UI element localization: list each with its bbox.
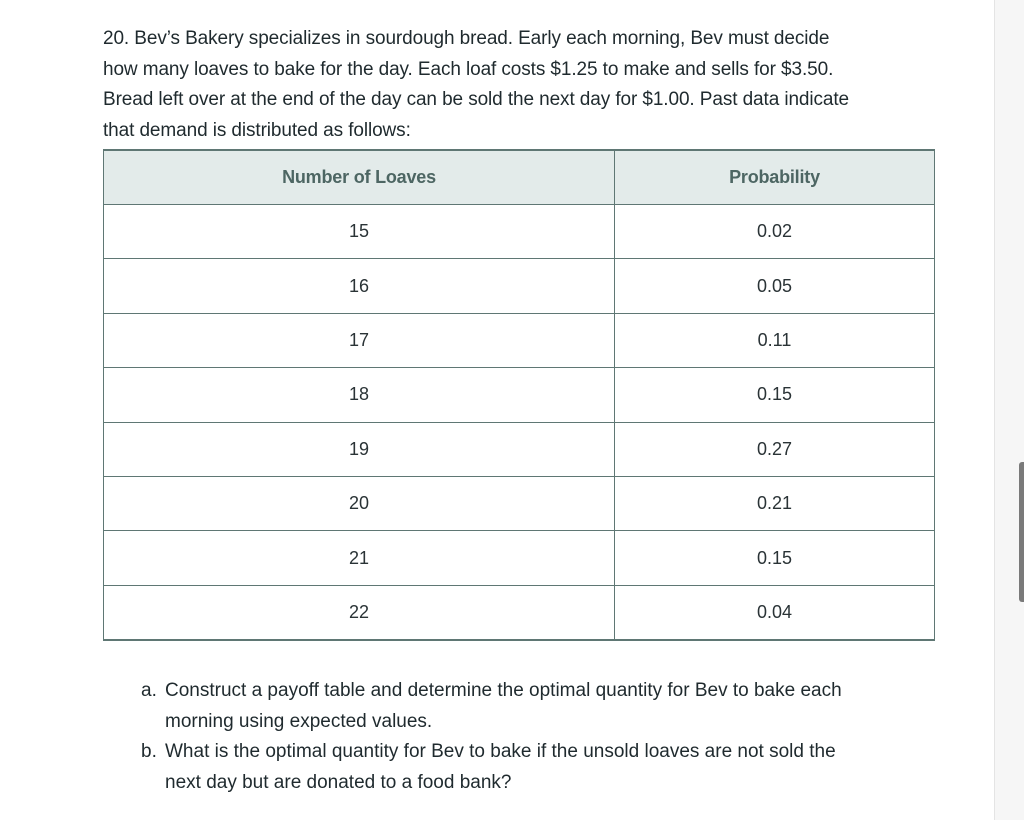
problem-content bbox=[103, 24, 943, 793]
scrollbar-thumb[interactable] bbox=[1019, 462, 1024, 602]
table-row bbox=[104, 205, 935, 259]
probability-cell: 0.02 bbox=[615, 205, 935, 259]
loaves-cell: 17 bbox=[104, 313, 615, 367]
probability-cell: 0.05 bbox=[615, 259, 935, 313]
table-row bbox=[104, 422, 935, 476]
question-b bbox=[141, 737, 931, 798]
loaves-cell: 18 bbox=[104, 368, 615, 422]
demand-distribution-table bbox=[103, 149, 935, 641]
table-row bbox=[104, 368, 935, 422]
loaves-cell: 21 bbox=[104, 531, 615, 585]
problem-statement bbox=[103, 24, 943, 147]
problem-line: that demand is distributed as follows: bbox=[103, 120, 411, 142]
question-marker: a. bbox=[141, 680, 157, 701]
probability-cell: 0.04 bbox=[615, 585, 935, 640]
header-probability: Probability bbox=[615, 150, 935, 205]
probability-cell: 0.15 bbox=[615, 368, 935, 422]
table-row bbox=[104, 313, 935, 367]
question-line: Construct a payoff table and determine the optimal quantity for Bev to bake each bbox=[165, 680, 842, 701]
table-row bbox=[104, 531, 935, 585]
table-row bbox=[104, 476, 935, 530]
problem-line: how many loaves to bake for the day. Each loaf costs $1.25 to make and sells for $3.50. bbox=[103, 58, 834, 80]
loaves-cell: 20 bbox=[104, 476, 615, 530]
question-list bbox=[141, 676, 931, 798]
table-row bbox=[104, 259, 935, 313]
loaves-cell: 19 bbox=[104, 422, 615, 476]
probability-cell: 0.15 bbox=[615, 531, 935, 585]
probability-cell: 0.21 bbox=[615, 476, 935, 530]
probability-cell: 0.11 bbox=[615, 313, 935, 367]
page-scrollbar-track[interactable] bbox=[994, 0, 1024, 820]
question-line: next day but are donated to a food bank? bbox=[165, 771, 512, 793]
loaves-cell: 16 bbox=[104, 259, 615, 313]
problem-line: Bread left over at the end of the day can be sold the next day for $1.00. Past data indicate bbox=[103, 89, 850, 111]
question-line: What is the optimal quantity for Bev to bake if the unsold loaves are not sold the bbox=[165, 741, 836, 762]
question-marker: b. bbox=[141, 741, 157, 762]
loaves-cell: 22 bbox=[104, 585, 615, 640]
probability-cell: 0.27 bbox=[615, 422, 935, 476]
question-line: morning using expected values. bbox=[165, 710, 433, 732]
header-number-of-loaves: Number of Loaves bbox=[104, 150, 615, 205]
table-row bbox=[104, 585, 935, 640]
problem-line: 20. Bev’s Bakery specializes in sourdough bread. Early each morning, Bev must decide bbox=[103, 28, 830, 49]
loaves-cell: 15 bbox=[104, 205, 615, 259]
question-a bbox=[141, 676, 931, 737]
table-header-row bbox=[104, 150, 935, 205]
